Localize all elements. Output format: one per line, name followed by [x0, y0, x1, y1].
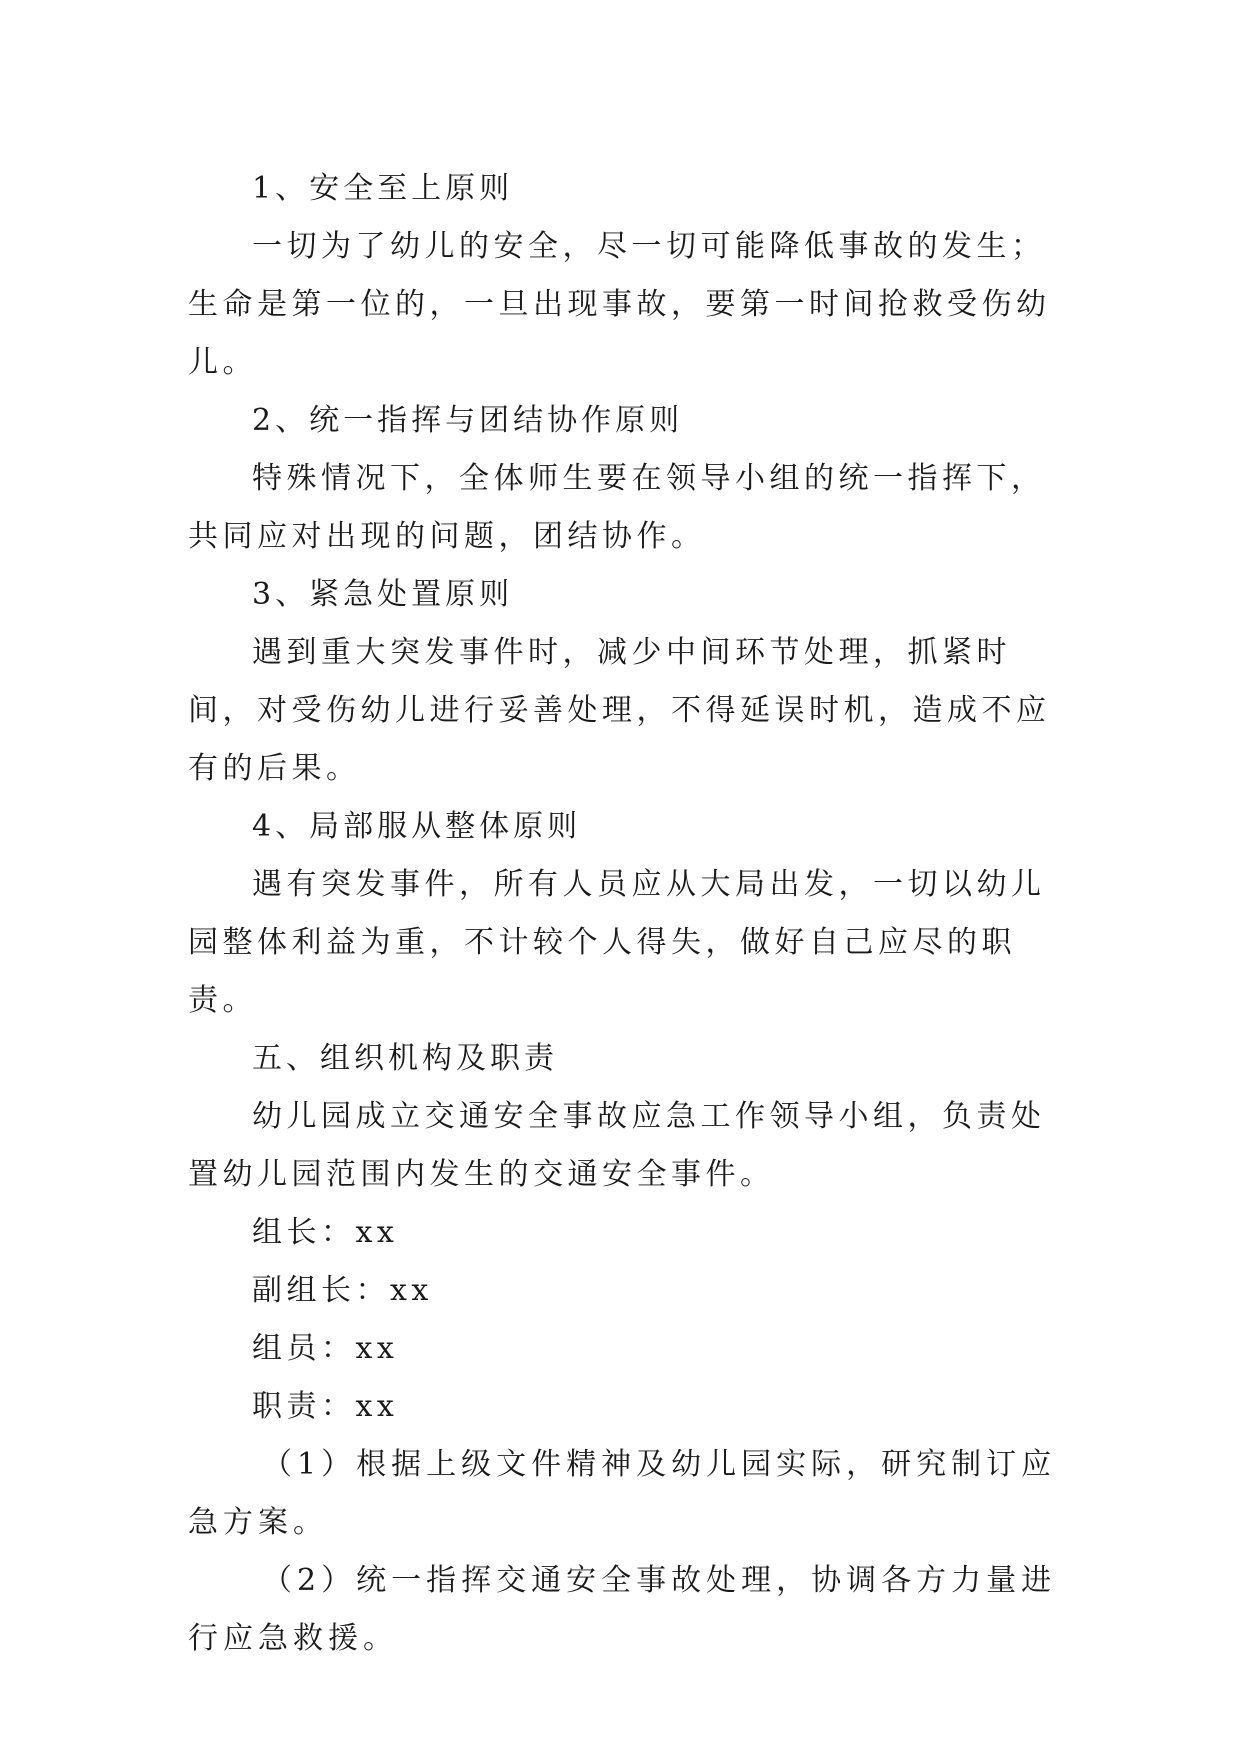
principle-1-heading: 1、安全至上原则 [252, 171, 514, 206]
principle-2-text: 特殊情况下，全体师生要在领导小组的统一指挥下，共同应对出现的问题，团结协作。 [188, 461, 1046, 554]
principle-4-text: 遇有突发事件，所有人员应从大局出发，一切以幼儿园整体利益为重，不计较个人得失，做好自己应尽的职责。 [188, 867, 1046, 1018]
document-body [188, 160, 1060, 1668]
principle-4-heading: 4、局部服从整体原则 [252, 809, 582, 844]
principle-1-text: 一切为了幼儿的安全，尽一切可能降低事故的发生；生命是第一位的，一旦出现事故，要第一时间抢救受伤幼儿。 [188, 229, 1051, 380]
principle-3-text: 遇到重大突发事件时，减少中间环节处理，抓紧时间，对受伤幼儿进行妥善处理，不得延误时机，造成不应有的后果。 [188, 635, 1051, 786]
principle-2-heading: 2、统一指挥与团结协作原则 [252, 403, 684, 438]
duty-item-1: （1）根据上级文件精神及幼儿园实际，研究制订应急方案。 [188, 1447, 1057, 1540]
member-line: 组员：xx [252, 1331, 399, 1366]
section-5-text: 幼儿园成立交通安全事故应急工作领导小组，负责处置幼儿园范围内发生的交通安全事件。 [188, 1099, 1046, 1192]
duty-line: 职责：xx [252, 1389, 399, 1424]
leader-line: 组长：xx [252, 1215, 399, 1250]
deputy-leader-line: 副组长：xx [252, 1273, 433, 1308]
duty-item-2: （2）统一指挥交通安全事故处理，协调各方力量进行应急救援。 [188, 1563, 1057, 1656]
section-5-heading: 五、组织机构及职责 [252, 1041, 558, 1076]
principle-3-heading: 3、紧急处置原则 [252, 577, 514, 612]
